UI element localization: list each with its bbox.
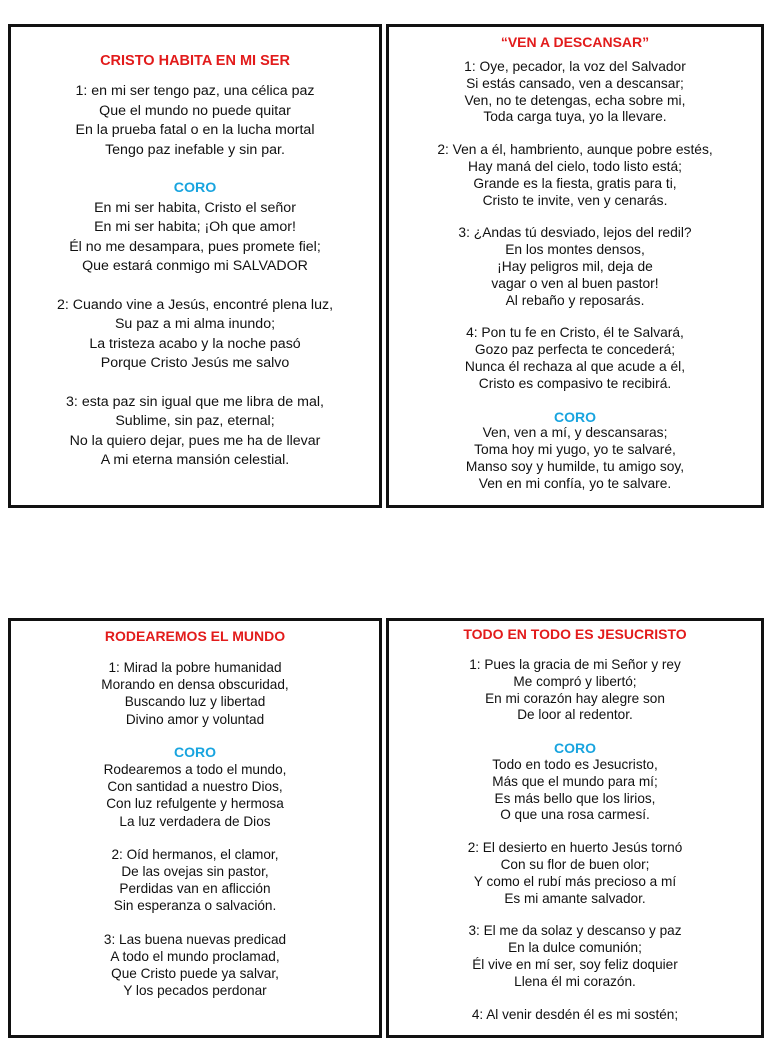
lyric-line: Sin esperanza o salvación.	[113, 898, 277, 914]
lyric-line: 3: El me da solaz y descanso y paz	[468, 923, 682, 939]
lyric-line: En mi ser habita; ¡Oh que amor!	[94, 219, 296, 235]
lyric-line: Tengo paz inefable y sin par.	[105, 141, 285, 158]
lyric-line: Manso soy y humilde, tu amigo soy,	[465, 458, 685, 474]
lyric-line: Perdidas van en aflicción	[119, 881, 271, 897]
lyric-line: Y como el rubí más precioso a mí	[473, 873, 677, 889]
lyric-line: Con su flor de buen olor;	[500, 856, 650, 872]
lyric-line: 3: ¿Andas tú desviado, lejos del redil?	[458, 225, 692, 241]
chorus	[11, 179, 379, 277]
lyric-line: Gozo paz perfecta te concederá;	[474, 342, 676, 358]
lyric-line: 1: Mirad la pobre humanidad	[108, 660, 282, 675]
lyric-line: 1: Pues la gracia de mi Señor y rey	[469, 657, 681, 672]
lyric-line: La luz verdadera de Dios	[119, 813, 271, 829]
lyric-line: Nunca él rechaza al que acude a él,	[464, 358, 686, 374]
hymn-title: TODO EN TODO ES JESUCRISTO	[463, 626, 687, 642]
lyric-line: Y los pecados perdonar	[123, 983, 267, 999]
lyric-line: No la quiero dejar, pues me ha de llevar	[69, 432, 321, 449]
lyric-line: En la prueba fatal o en la lucha mortal	[75, 122, 315, 138]
hymn-card-cristo-habita	[8, 24, 382, 508]
lyric-line: 3: Las buena nuevas predicad	[103, 931, 287, 947]
lyric-line: Que Cristo puede ya salvar,	[111, 966, 279, 982]
lyric-line: Divino amor y voluntad	[125, 711, 265, 727]
hymn-title: RODEAREMOS EL MUNDO	[104, 628, 286, 644]
stanza	[389, 657, 761, 724]
lyric-line: Que el mundo no puede quitar	[99, 102, 291, 119]
stanza	[389, 59, 761, 126]
lyric-line: Rodearemos a todo el mundo,	[103, 762, 287, 778]
lyric-line: Más que el mundo para mí;	[492, 773, 658, 789]
lyric-line: 2: Oíd hermanos, el clamor,	[111, 846, 279, 862]
lyric-line: vagar o ven al buen pastor!	[491, 275, 659, 291]
stanza	[11, 931, 379, 1000]
lyric-line: Ven, ven a mí, y descansaras;	[482, 425, 668, 441]
lyric-line: En la dulce comunión;	[508, 940, 642, 956]
stanza	[389, 142, 761, 209]
lyric-line: De las ovejas sin pastor,	[121, 864, 269, 880]
lyric-line: Toda carga tuya, yo la llevare.	[483, 109, 667, 125]
lyric-line: 4: Pon tu fe en Cristo, él te Salvará,	[466, 325, 684, 341]
lyric-line: ¡Hay peligros mil, deja de	[497, 258, 653, 274]
lyric-line: 2: Cuando vine a Jesús, encontré plena luz,	[56, 296, 334, 313]
chorus	[389, 409, 761, 493]
lyric-line: Ven en mi confía, yo te salvare.	[478, 475, 672, 491]
stanza	[389, 325, 761, 392]
stanza	[389, 840, 761, 907]
lyric-line: 4: Al venir desdén él es mi sostén;	[471, 1006, 679, 1022]
stanza	[389, 1007, 761, 1024]
stanza	[11, 659, 379, 728]
lyric-line: Con luz refulgente y hermosa	[106, 796, 284, 812]
stanza	[389, 923, 761, 990]
lyric-line: Morando en densa obscuridad,	[101, 677, 289, 693]
lyric-line: Es más bello que los lirios,	[494, 790, 656, 806]
lyric-line: 2: Ven a él, hambriento, aunque pobre estés,	[437, 142, 713, 158]
lyric-line: Él vive en mí ser, soy feliz doquier	[472, 956, 678, 972]
hymn-card-ven-a-descansar	[386, 24, 764, 508]
lyric-line: Al rebaño y reposarás.	[505, 292, 645, 308]
lyric-line: Sublime, sin paz, eternal;	[115, 413, 275, 429]
lyric-line: Cristo es compasivo te recibirá.	[478, 375, 672, 391]
chorus	[11, 744, 379, 830]
chorus	[389, 740, 761, 824]
lyric-line: Porque Cristo Jesús me salvo	[100, 355, 290, 371]
lyric-line: En los montes densos,	[505, 242, 645, 258]
lyric-line: En mi corazón hay alegre son	[485, 690, 665, 706]
hymn-card-todo-en-todo	[386, 618, 764, 1038]
lyric-line: A todo el mundo proclamad,	[110, 948, 280, 964]
lyric-line: Si estás cansado, ven a descansar;	[466, 75, 684, 91]
lyric-line: Cristo te invite, ven y cenarás.	[482, 192, 668, 208]
chorus-heading: CORO	[554, 740, 596, 757]
stanza	[389, 225, 761, 309]
lyric-line: 1: en mi ser tengo paz, una célica paz	[75, 83, 315, 99]
stanza	[11, 846, 379, 915]
stanza	[11, 82, 379, 160]
chorus-heading: CORO	[554, 408, 596, 425]
hymn-title: “VEN A DESCANSAR”	[500, 34, 650, 50]
lyric-line: En mi ser habita, Cristo el señor	[94, 199, 296, 216]
lyric-line: Me compró y libertó;	[513, 673, 637, 689]
lyric-line: Llena él mi corazón.	[514, 973, 636, 989]
lyric-line: La tristeza acabo y la noche pasó	[89, 335, 301, 352]
lyric-line: Es mi amante salvador.	[504, 890, 646, 906]
hymn-title: CRISTO HABITA EN MI SER	[100, 53, 290, 69]
lyric-line: Que estará conmigo mi SALVADOR	[82, 258, 308, 274]
lyric-line: 2: El desierto en huerto Jesús tornó	[467, 840, 683, 856]
lyric-line: Hay maná del cielo, todo listo está;	[468, 158, 682, 174]
lyric-line: Ven, no te detengas, echa sobre mi,	[464, 92, 686, 108]
lyric-line: Toma hoy mi yugo, yo te salvaré,	[474, 442, 676, 458]
lyric-line: 3: esta paz sin igual que me libra de mal,	[66, 393, 324, 410]
lyric-line: De loor al redentor.	[517, 707, 633, 723]
hymn-card-rodearemos-el-mundo	[8, 618, 382, 1038]
lyric-line: Buscando luz y libertad	[124, 694, 266, 710]
lyric-line: 1: Oye, pecador, la voz del Salvador	[464, 59, 686, 74]
lyric-line: O que una rosa carmesí.	[500, 807, 650, 823]
stanza	[11, 296, 379, 374]
chorus-heading: CORO	[173, 180, 217, 196]
lyric-line: Él no me desampara, pues promete fiel;	[69, 238, 321, 255]
lyric-line: A mi eterna mansión celestial.	[100, 452, 290, 468]
stanza	[11, 393, 379, 471]
lyric-line: Grande es la fiesta, gratis para ti,	[473, 175, 677, 191]
lyric-line: Con santidad a nuestro Dios,	[107, 779, 283, 795]
lyric-line: Todo en todo es Jesucristo,	[492, 756, 658, 772]
chorus-heading: CORO	[174, 743, 216, 760]
lyric-line: Su paz a mi alma inundo;	[114, 316, 276, 332]
